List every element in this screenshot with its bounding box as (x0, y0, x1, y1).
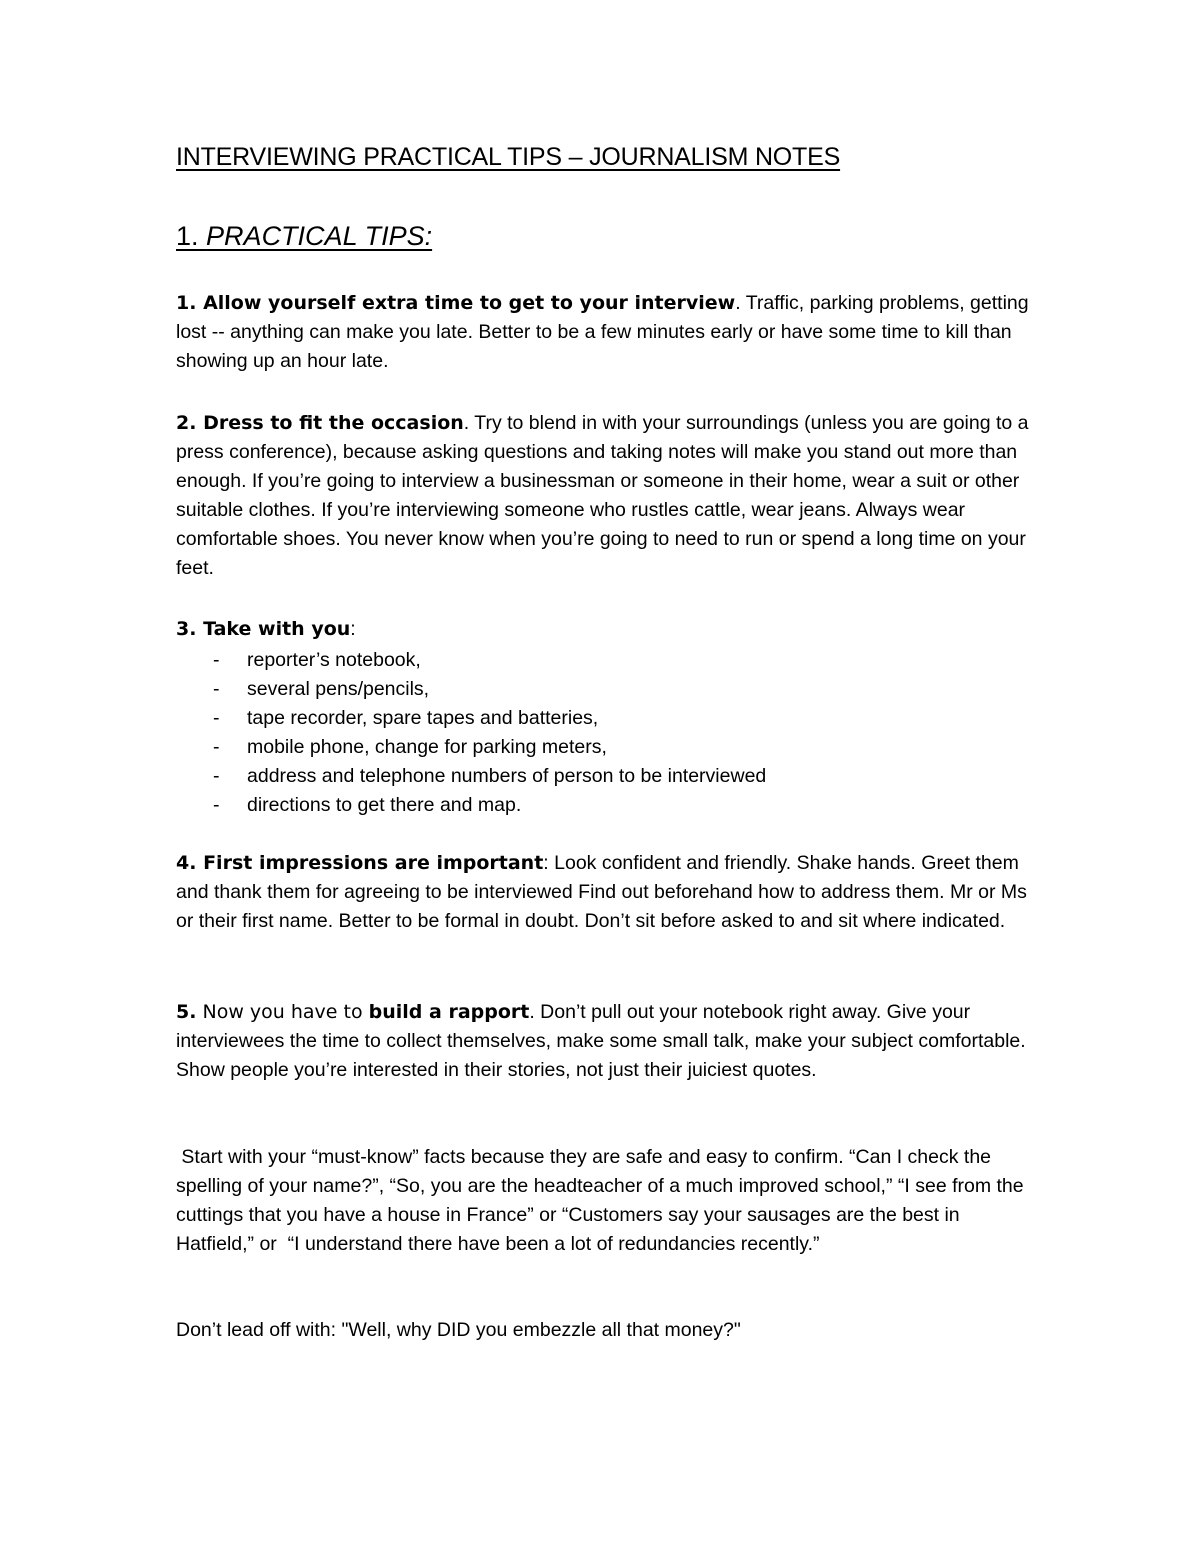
list-item (176, 791, 766, 820)
tip-5-body: . Don’t pull out your notebook right away. Give your interviewees the time to collect themselves, make some small talk, make your subject comfortable. Show people you’re interested in their stories, not just their juiciest quotes. (176, 1001, 1026, 1081)
list-item-text: several pens/pencils, (247, 678, 430, 700)
dont-lead-paragraph: Don’t lead off with: "Well, why DID you embezzle all that money?" (176, 1319, 741, 1341)
tip-3-lead: Take with you (203, 618, 351, 640)
tip-5-lead: build a rapport (368, 1001, 530, 1023)
take-with-you-list (176, 646, 766, 820)
list-item (176, 704, 766, 733)
list-item (176, 675, 766, 704)
tip-2-paragraph (176, 409, 1036, 583)
tip-4-lead: First impressions are important (203, 852, 544, 874)
list-item-text: reporter’s notebook, (247, 649, 421, 671)
must-know-paragraph: Start with your “must-know” facts because they are safe and easy to confirm. “Can I check the spelling of your name?”, “So, you are the headteacher of a much improved school,” “I see from the cuttings that you have a house in France” or “Customers say your sausages are the best in Hatfield,” or “I understand there have been a lot of redundancies recently.” (176, 1146, 1030, 1255)
list-marker: - (213, 678, 220, 700)
tip-4-number: 4. (176, 852, 197, 874)
tip-1-paragraph (176, 289, 1036, 376)
tip-2-number: 2. (176, 412, 197, 434)
list-marker: - (213, 736, 220, 758)
tip-3-number: 3. (176, 618, 197, 640)
tip-2-lead: Dress to fit the occasion (203, 412, 464, 434)
list-item-text: mobile phone, change for parking meters, (247, 736, 607, 758)
list-item (176, 762, 766, 791)
tip-1-lead: Allow yourself extra time to get to your interview (203, 292, 736, 314)
section-heading (176, 221, 432, 252)
section-label: PRACTICAL TIPS: (206, 221, 433, 251)
tip-4-body: : Look confident and friendly. Shake hands. Greet them and thank them for agreeing to be interviewed Find out beforehand how to address them. Mr or Ms or their first name. Better to be formal in doubt. Don’t sit before asked to and sit where indicated. (176, 852, 1027, 932)
list-marker: - (213, 707, 220, 729)
document-title: INTERVIEWING PRACTICAL TIPS – JOURNALISM NOTES (176, 143, 841, 171)
list-item (176, 733, 766, 762)
tip-5-lead-plain: Now you have to (202, 1001, 369, 1023)
list-item-text: address and telephone numbers of person to be interviewed (247, 765, 767, 787)
list-marker: - (213, 765, 220, 787)
section-number: 1. (176, 221, 199, 251)
list-item (176, 646, 766, 675)
tip-5-paragraph (176, 998, 1036, 1085)
list-item-text: directions to get there and map. (247, 794, 522, 816)
list-marker: - (213, 649, 220, 671)
tip-2-body: . Try to blend in with your surroundings (unless you are going to a press conference), because asking questions and taking notes will make you stand out more than enough. If you’re going to interview a businessman or someone in their home, wear a suit or other suitable clothes. If you’re interviewing someone who rustles cattle, wear jeans. Always wear comfortable shoes. You never know when you’re going to need to run or spend a long time on your feet. (176, 412, 1029, 579)
tip-3-paragraph (176, 615, 1036, 644)
tip-1-number: 1. (176, 292, 197, 314)
tip-4-paragraph (176, 849, 1036, 936)
tip-5-number: 5. (176, 1001, 197, 1023)
tip-1-body: . Traffic, parking problems, getting lost -- anything can make you late. Better to be a few minutes early or have some time to kill than showing up an hour late. (176, 292, 1029, 372)
tip-3-body: : (350, 618, 356, 640)
list-item-text: tape recorder, spare tapes and batteries, (247, 707, 599, 729)
list-marker: - (213, 794, 220, 816)
